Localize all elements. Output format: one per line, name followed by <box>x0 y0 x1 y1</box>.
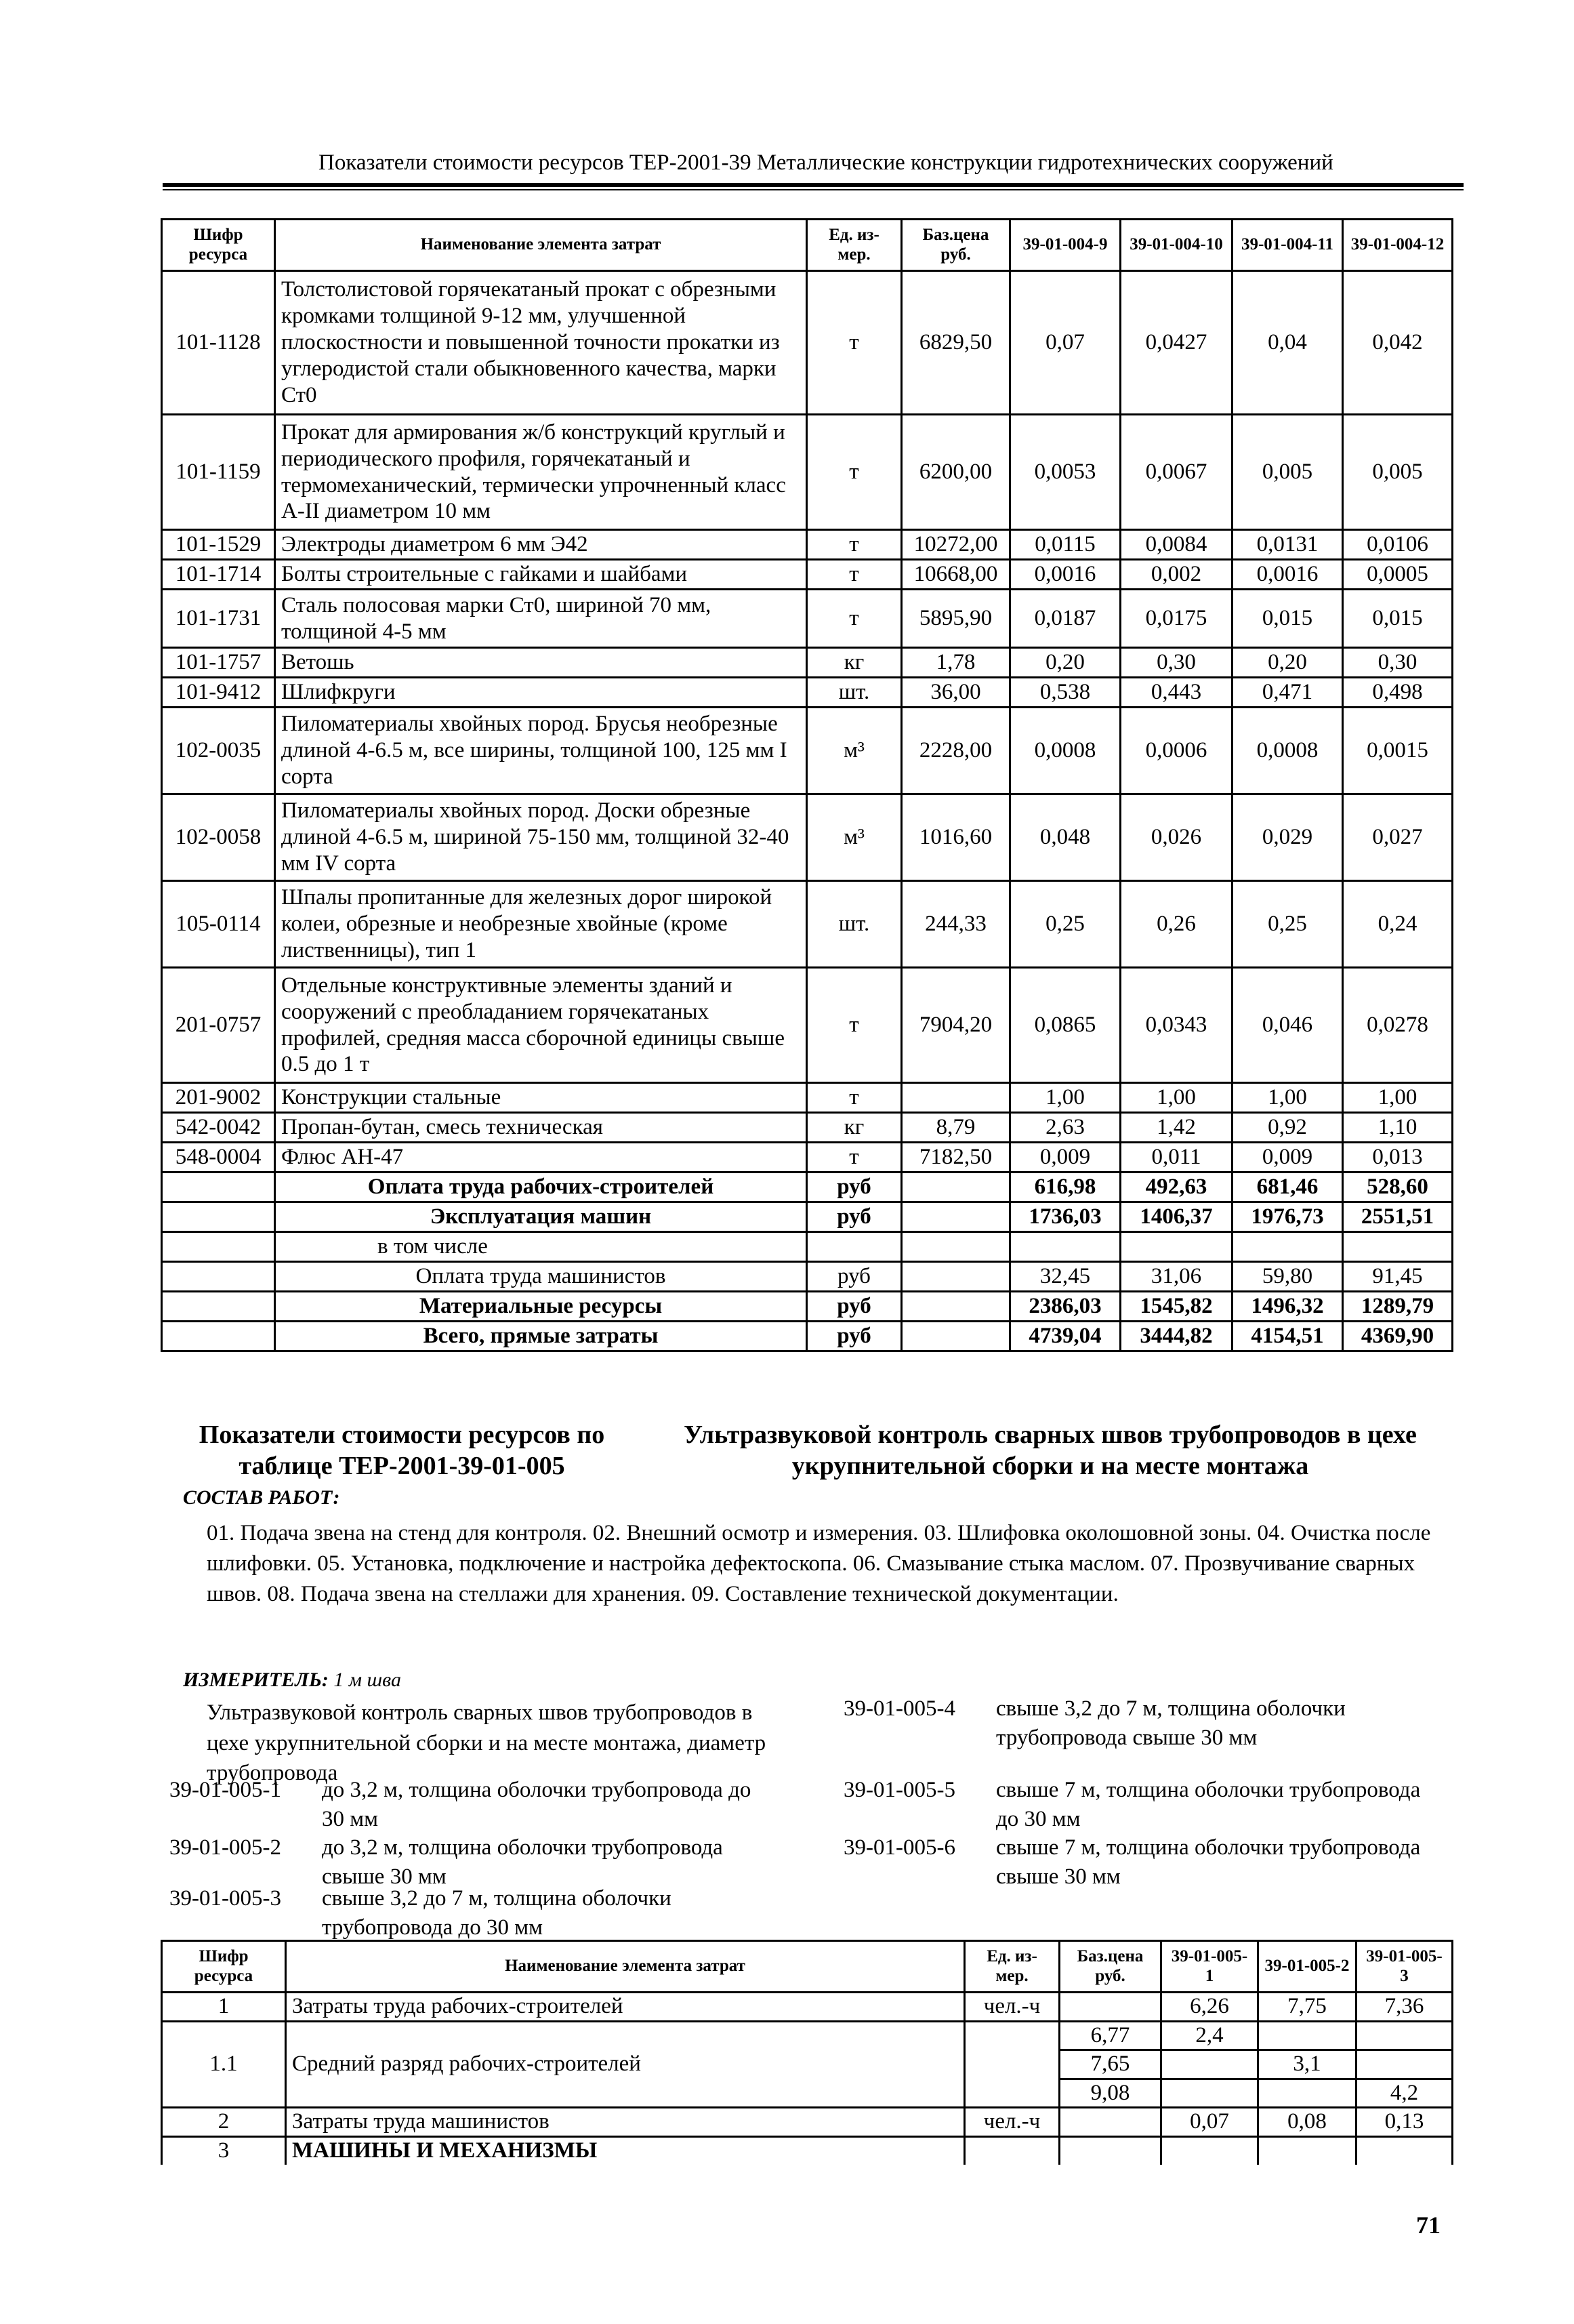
table-row <box>162 708 1453 794</box>
cell-value: 3444,82 <box>1121 1322 1233 1351</box>
cell-value: 0,25 <box>1010 881 1121 968</box>
table-row <box>162 2108 1453 2137</box>
cell-code: 101-1714 <box>162 560 275 590</box>
cell-unit: т <box>807 560 902 590</box>
cell-value: 0,20 <box>1233 648 1343 678</box>
cell-price: 9,08 <box>1060 2079 1161 2108</box>
cell-price: 10272,00 <box>902 530 1010 560</box>
column-header: Баз.цена руб. <box>902 220 1010 271</box>
table-row <box>162 1993 1453 2022</box>
cell-value: 0,471 <box>1233 678 1343 708</box>
cell-name: Толстолистовой горячекатаный прокат с обрезными кромками толщиной 9-12 мм, улучшенной плоскостности и повышенной точности прокатки из углеродистой стали обыкновенного качества, марки Ст0 <box>275 271 807 415</box>
cell-value: 0,0008 <box>1010 708 1121 794</box>
cell-value: 4369,90 <box>1343 1322 1453 1351</box>
totals-row <box>162 1202 1453 1232</box>
column-header: 39-01-004-12 <box>1343 220 1453 271</box>
cell-name: Сталь полосовая марки Ст0, шириной 70 мм, толщиной 4-5 мм <box>275 590 807 648</box>
izmeritel-label: ИЗМЕРИТЕЛЬ: <box>183 1669 329 1691</box>
cell-code: 3 <box>162 2136 286 2164</box>
cell-code: 101-9412 <box>162 678 275 708</box>
totals-label: Эксплуатация машин <box>275 1202 807 1232</box>
column-header: Баз.цена руб. <box>1060 1941 1161 1993</box>
cell-code: 101-1757 <box>162 648 275 678</box>
table-row <box>162 271 1453 415</box>
table-row <box>162 1083 1453 1113</box>
cell-name: Шпалы пропитанные для железных дорог широкой колеи, обрезные и необрезные хвойные (кроме лиственницы), тип 1 <box>275 881 807 968</box>
totals-row <box>162 1232 1453 1262</box>
totals-label: в том числе <box>275 1232 807 1262</box>
cell-value: 681,46 <box>1233 1173 1343 1202</box>
cell-price: 6,77 <box>1060 2021 1161 2050</box>
cell-value: 0,498 <box>1343 678 1453 708</box>
cell-value: 4,2 <box>1356 2079 1453 2108</box>
spec-intro: Ультразвуковой контроль сварных швов трубопроводов в цехе укрупнительной сборки и на месте монтажа, диаметр трубопровода <box>207 1700 766 1786</box>
cell-value: 1,00 <box>1233 1083 1343 1113</box>
spec-desc: до 3,2 м, толщина оболочки трубопровода свыше 30 мм <box>322 1835 723 1889</box>
cell-value: 0,538 <box>1010 678 1121 708</box>
cell-value: 528,60 <box>1343 1173 1453 1202</box>
table-row <box>162 560 1453 590</box>
sostav-label: СОСТАВ РАБОТ: <box>183 1486 340 1509</box>
spec-code: 39-01-005-5 <box>844 1778 955 1802</box>
cell-unit: кг <box>807 648 902 678</box>
cell-code: 101-1731 <box>162 590 275 648</box>
cell-price: 1016,60 <box>902 794 1010 881</box>
totals-row <box>162 1292 1453 1322</box>
cell-code: 2 <box>162 2108 286 2137</box>
cell-value: 0,0278 <box>1343 968 1453 1083</box>
cell-code: 102-0058 <box>162 794 275 881</box>
cell-code: 105-0114 <box>162 881 275 968</box>
cell-unit: шт. <box>807 881 902 968</box>
cell-value: 0,015 <box>1343 590 1453 648</box>
cell-name: Отдельные конструктивные элементы зданий и сооружений с преобладанием горячекатаных профилей, средняя масса сборочной единицы свыше 0.5 до 1 т <box>275 968 807 1083</box>
cell-price: 8,79 <box>902 1113 1010 1143</box>
cell-value: 1289,79 <box>1343 1292 1453 1322</box>
cell-value: 0,0131 <box>1233 530 1343 560</box>
totals-row <box>162 1173 1453 1202</box>
cell-value: 0,0106 <box>1343 530 1453 560</box>
cell-value: 1736,03 <box>1010 1202 1121 1232</box>
cell-value: 1,42 <box>1121 1113 1233 1143</box>
cell-unit: т <box>807 415 902 530</box>
cell-unit: руб <box>807 1292 902 1322</box>
page-header: Показатели стоимости ресурсов ТЕР-2001-39 Металлические конструкции гидротехнических сооружений <box>318 150 1333 175</box>
cell-value: 4154,51 <box>1233 1322 1343 1351</box>
cell-value: 0,048 <box>1010 794 1121 881</box>
cell-unit: чел.-ч <box>965 2108 1060 2137</box>
cell-unit: т <box>807 1143 902 1173</box>
table-row <box>162 415 1453 530</box>
table-row <box>162 590 1453 648</box>
cell-value: 1,00 <box>1010 1083 1121 1113</box>
cell-price: 5895,90 <box>902 590 1010 648</box>
table-row <box>162 2021 1453 2050</box>
cell-value: 0,0187 <box>1010 590 1121 648</box>
cell-value: 0,005 <box>1343 415 1453 530</box>
cell-value: 1496,32 <box>1233 1292 1343 1322</box>
cell-price: 7182,50 <box>902 1143 1010 1173</box>
column-header: Наименование элемента затрат <box>275 220 807 271</box>
cell-value: 0,92 <box>1233 1113 1343 1143</box>
cell-value: 0,0115 <box>1010 530 1121 560</box>
izmeritel-value: 1 м шва <box>333 1669 401 1691</box>
spec-desc: свыше 3,2 до 7 м, толщина оболочки трубопровода свыше 30 мм <box>996 1696 1346 1750</box>
spec-code: 39-01-005-3 <box>169 1886 281 1911</box>
column-header: Ед. из-мер. <box>965 1941 1060 1993</box>
cell-value: 1545,82 <box>1121 1292 1233 1322</box>
cell-code: 101-1128 <box>162 271 275 415</box>
spec-code: 39-01-005-6 <box>844 1835 955 1860</box>
cell-value: 492,63 <box>1121 1173 1233 1202</box>
cell-value: 0,0053 <box>1010 415 1121 530</box>
cell-value: 2551,51 <box>1343 1202 1453 1232</box>
spec-desc: свыше 7 м, толщина оболочки трубопровода до 30 мм <box>996 1778 1421 1831</box>
sostav-text: 01. Подача звена на стенд для контроля. 02. Внешний осмотр и измерения. 03. Шлифовка околошовной зоны. 04. Очистка после шлифовки. 05. Установка, подключение и настройка дефектоскопа. 06. Смазывание стыка маслом. 07. Прозвучивание сварных швов. 08. Подача звена на стеллажи для хранения. 09. Составление технической документации. <box>207 1521 1431 1607</box>
totals-row <box>162 1262 1453 1292</box>
cell-value: 2386,03 <box>1010 1292 1121 1322</box>
cell-name: Электроды диаметром 6 мм Э42 <box>275 530 807 560</box>
cell-unit: руб <box>807 1322 902 1351</box>
cell-value: 1976,73 <box>1233 1202 1343 1232</box>
cell-value: 1,00 <box>1343 1083 1453 1113</box>
cell-name: Болты строительные с гайками и шайбами <box>275 560 807 590</box>
cell-name: Флюс АН-47 <box>275 1143 807 1173</box>
cell-value: 3,1 <box>1258 2050 1356 2079</box>
header-rule <box>163 183 1464 190</box>
totals-label: Всего, прямые затраты <box>275 1322 807 1351</box>
spec-desc: до 3,2 м, толщина оболочки трубопровода до 30 мм <box>322 1778 751 1831</box>
cell-value: 0,0175 <box>1121 590 1233 648</box>
cell-value: 0,0008 <box>1233 708 1343 794</box>
cell-name: Пиломатериалы хвойных пород. Доски обрезные длиной 4-6.5 м, шириной 75-150 мм, толщиной 32-40 мм IV сорта <box>275 794 807 881</box>
cell-value: 0,13 <box>1356 2108 1453 2137</box>
cell-code: 201-9002 <box>162 1083 275 1113</box>
table-row <box>162 1113 1453 1143</box>
cell-value: 0,07 <box>1010 271 1121 415</box>
izmeritel <box>183 1669 401 1692</box>
cell-unit: т <box>807 968 902 1083</box>
cell-unit: кг <box>807 1113 902 1143</box>
table-row <box>162 648 1453 678</box>
spec-code: 39-01-005-1 <box>169 1778 281 1802</box>
cell-name: Конструкции стальные <box>275 1083 807 1113</box>
table-row <box>162 2136 1453 2164</box>
table-row <box>162 1143 1453 1173</box>
cell-unit: руб <box>807 1173 902 1202</box>
cell-price: 36,00 <box>902 678 1010 708</box>
cell-value: 0,07 <box>1161 2108 1258 2137</box>
cell-value: 0,26 <box>1121 881 1233 968</box>
cell-price: 6829,50 <box>902 271 1010 415</box>
cell-value: 0,0067 <box>1121 415 1233 530</box>
table-row <box>162 968 1453 1083</box>
resource-table-39-01-004 <box>161 218 1453 1352</box>
table-row <box>162 678 1453 708</box>
column-header: 39-01-005-3 <box>1356 1941 1453 1993</box>
cell-price: 244,33 <box>902 881 1010 968</box>
cell-unit: т <box>807 530 902 560</box>
cell-value: 0,015 <box>1233 590 1343 648</box>
section-title-left: Показатели стоимости ресурсов по таблице ТЕР-2001-39-01-005 <box>199 1421 605 1480</box>
cell-value: 31,06 <box>1121 1262 1233 1292</box>
cell-value: 1,00 <box>1121 1083 1233 1113</box>
totals-row <box>162 1322 1453 1351</box>
cell-value: 0,0427 <box>1121 271 1233 415</box>
cell-value: 0,005 <box>1233 415 1343 530</box>
cell-value: 0,009 <box>1233 1143 1343 1173</box>
resource-table-39-01-005 <box>161 1940 1453 2165</box>
cell-code: 201-0757 <box>162 968 275 1083</box>
totals-label: Оплата труда машинистов <box>275 1262 807 1292</box>
cell-value: 0,026 <box>1121 794 1233 881</box>
cell-name: Шлифкруги <box>275 678 807 708</box>
column-header: 39-01-004-10 <box>1121 220 1233 271</box>
table-row <box>162 530 1453 560</box>
cell-value: 0,20 <box>1010 648 1121 678</box>
cell-unit: шт. <box>807 678 902 708</box>
cell-unit: т <box>807 590 902 648</box>
cell-price: 6200,00 <box>902 415 1010 530</box>
cell-value: 2,63 <box>1010 1113 1121 1143</box>
table-row <box>162 794 1453 881</box>
cell-name: Пропан-бутан, смесь техническая <box>275 1113 807 1143</box>
cell-unit: м³ <box>807 794 902 881</box>
table-header-row <box>162 220 1453 271</box>
cell-value: 0,08 <box>1258 2108 1356 2137</box>
spec-desc: свыше 7 м, толщина оболочки трубопровода свыше 30 мм <box>996 1835 1421 1889</box>
cell-code: 1.1 <box>162 2021 286 2108</box>
totals-label: Оплата труда рабочих-строителей <box>275 1173 807 1202</box>
cell-name: Прокат для армирования ж/б конструкций круглый и периодического профиля, горячекатаный и термомеханический, термически упрочненный класс А-II диаметром 10 мм <box>275 415 807 530</box>
cell-price <box>1060 1993 1161 2022</box>
cell-value: 0,24 <box>1343 881 1453 968</box>
cell-unit: руб <box>807 1202 902 1232</box>
cell-code: 101-1159 <box>162 415 275 530</box>
cell-value: 0,0865 <box>1010 968 1121 1083</box>
column-header: 39-01-004-9 <box>1010 220 1121 271</box>
cell-value: 0,013 <box>1343 1143 1453 1173</box>
cell-price: 1,78 <box>902 648 1010 678</box>
cell-name: Ветошь <box>275 648 807 678</box>
cell-value: 0,0016 <box>1010 560 1121 590</box>
cell-code: 102-0035 <box>162 708 275 794</box>
table-header-row <box>162 1941 1453 1993</box>
cell-name: Средний разряд рабочих-строителей <box>286 2021 965 2108</box>
cell-value: 0,0006 <box>1121 708 1233 794</box>
spec-code: 39-01-005-4 <box>844 1696 955 1721</box>
cell-value: 4739,04 <box>1010 1322 1121 1351</box>
cell-value: 0,0084 <box>1121 530 1233 560</box>
section-title-right: Ультразвуковой контроль сварных швов трубопроводов в цехе укрупнительной сборки и на месте монтажа <box>684 1421 1417 1480</box>
cell-price: 2228,00 <box>902 708 1010 794</box>
cell-price: 10668,00 <box>902 560 1010 590</box>
cell-code: 548-0004 <box>162 1143 275 1173</box>
page-number: 71 <box>1416 2211 1441 2239</box>
cell-value: 0,0005 <box>1343 560 1453 590</box>
column-header: 39-01-004-11 <box>1233 220 1343 271</box>
cell-value: 6,26 <box>1161 1993 1258 2022</box>
cell-value: 91,45 <box>1343 1262 1453 1292</box>
cell-price <box>902 1083 1010 1113</box>
cell-price: 7904,20 <box>902 968 1010 1083</box>
cell-value: 0,027 <box>1343 794 1453 881</box>
cell-unit: т <box>807 271 902 415</box>
cell-code: 542-0042 <box>162 1113 275 1143</box>
cell-unit: руб <box>807 1262 902 1292</box>
cell-value: 2,4 <box>1161 2021 1258 2050</box>
cell-value: 0,0343 <box>1121 968 1233 1083</box>
totals-label: Материальные ресурсы <box>275 1292 807 1322</box>
cell-code: 1 <box>162 1993 286 2022</box>
cell-unit: м³ <box>807 708 902 794</box>
cell-value: 0,30 <box>1121 648 1233 678</box>
cell-price: 7,65 <box>1060 2050 1161 2079</box>
cell-unit: чел.-ч <box>965 1993 1060 2022</box>
column-header: Ед. из-мер. <box>807 220 902 271</box>
cell-value: 59,80 <box>1233 1262 1343 1292</box>
cell-value: 0,011 <box>1121 1143 1233 1173</box>
cell-value: 0,002 <box>1121 560 1233 590</box>
cell-name: МАШИНЫ И МЕХАНИЗМЫ <box>286 2136 965 2164</box>
cell-value: 0,0016 <box>1233 560 1343 590</box>
spec-code: 39-01-005-2 <box>169 1835 281 1860</box>
column-header: Шифр ресурса <box>162 1941 286 1993</box>
cell-name: Пиломатериалы хвойных пород. Брусья необрезные длиной 4-6.5 м, все ширины, толщиной 100, 125 мм I сорта <box>275 708 807 794</box>
spec-desc: свыше 3,2 до 7 м, толщина оболочки трубопровода до 30 мм <box>322 1886 671 1940</box>
cell-value: 0,25 <box>1233 881 1343 968</box>
column-header: 39-01-005-2 <box>1258 1941 1356 1993</box>
cell-unit: т <box>807 1083 902 1113</box>
cell-value: 32,45 <box>1010 1262 1121 1292</box>
cell-value: 0,443 <box>1121 678 1233 708</box>
cell-code: 101-1529 <box>162 530 275 560</box>
table-row <box>162 881 1453 968</box>
cell-value: 0,04 <box>1233 271 1343 415</box>
column-header: Наименование элемента затрат <box>286 1941 965 1993</box>
column-header: Шифр ресурса <box>162 220 275 271</box>
cell-value: 0,029 <box>1233 794 1343 881</box>
column-header: 39-01-005-1 <box>1161 1941 1258 1993</box>
cell-value: 0,009 <box>1010 1143 1121 1173</box>
cell-value: 0,042 <box>1343 271 1453 415</box>
cell-value: 7,75 <box>1258 1993 1356 2022</box>
cell-price <box>1060 2108 1161 2137</box>
cell-value: 616,98 <box>1010 1173 1121 1202</box>
cell-name: Затраты труда рабочих-строителей <box>286 1993 965 2022</box>
cell-value: 7,36 <box>1356 1993 1453 2022</box>
cell-value: 0,0015 <box>1343 708 1453 794</box>
cell-name: Затраты труда машинистов <box>286 2108 965 2137</box>
cell-value: 1,10 <box>1343 1113 1453 1143</box>
cell-value: 0,30 <box>1343 648 1453 678</box>
cell-value: 0,046 <box>1233 968 1343 1083</box>
cell-value: 1406,37 <box>1121 1202 1233 1232</box>
